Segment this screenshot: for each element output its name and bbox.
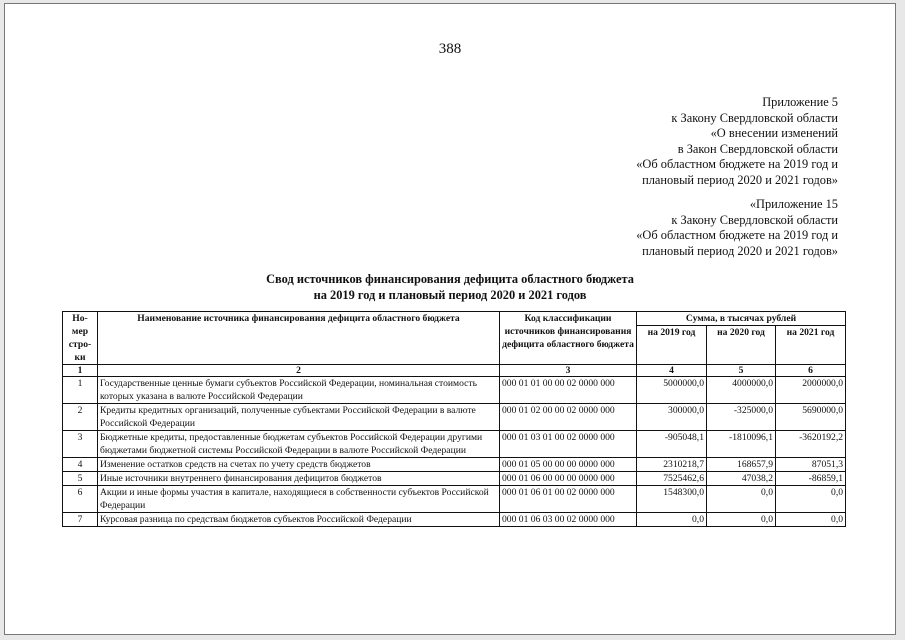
appendix-line: «О внесении изменений: [710, 126, 838, 141]
row-number: 3: [63, 431, 98, 458]
amount-2020: -325000,0: [707, 404, 776, 431]
row-number: 6: [63, 486, 98, 513]
header-source-name: Наименование источника финансирования дефицита областного бюджета: [98, 312, 500, 365]
header-2019: на 2019 год: [637, 326, 707, 365]
header-row-number: Но-мер стро-ки: [63, 312, 98, 365]
row-number: 5: [63, 472, 98, 486]
classification-code: 000 01 06 03 00 02 0000 000: [500, 513, 637, 527]
source-name: Иные источники внутреннего финансирования дефицитов бюджетов: [98, 472, 500, 486]
table-row: [63, 513, 846, 527]
column-index: 4: [637, 365, 707, 377]
amount-2019: 2310218,7: [637, 458, 707, 472]
amount-2021: 2000000,0: [776, 377, 846, 404]
deficit-sources-table: [62, 311, 846, 527]
amount-2021: 87051,3: [776, 458, 846, 472]
source-name: Курсовая разница по средствам бюджетов субъектов Российской Федерации: [98, 513, 500, 527]
appendix-header-15: [636, 197, 838, 259]
amount-2021: -3620192,2: [776, 431, 846, 458]
column-index: 1: [63, 365, 98, 377]
amount-2019: 1548300,0: [637, 486, 707, 513]
appendix-line: в Закон Свердловской области: [677, 141, 838, 156]
amount-2020: -1810096,1: [707, 431, 776, 458]
appendix-line: «Об областном бюджете на 2019 год и: [636, 157, 838, 172]
document-title: [5, 271, 895, 303]
title-line-2: на 2019 год и плановый период 2020 и 2021 годов: [313, 288, 587, 302]
header-classification-code: Код классификации источников финансирования дефицита областного бюджета: [500, 312, 637, 365]
amount-2021: 5690000,0: [776, 404, 846, 431]
amount-2020: 0,0: [707, 486, 776, 513]
amount-2019: 300000,0: [637, 404, 707, 431]
classification-code: 000 01 05 00 00 00 0000 000: [500, 458, 637, 472]
row-number: 7: [63, 513, 98, 527]
appendix-line: к Закону Свердловской области: [671, 110, 838, 125]
classification-code: 000 01 06 01 00 02 0000 000: [500, 486, 637, 513]
appendix-header-5: [636, 95, 838, 189]
table-row: [63, 404, 846, 431]
amount-2021: -86859,1: [776, 472, 846, 486]
table-row: [63, 431, 846, 458]
table-row: [63, 472, 846, 486]
column-index: 3: [500, 365, 637, 377]
row-number: 2: [63, 404, 98, 431]
source-name: Акции и иные формы участия в капитале, находящиеся в собственности субъектов Российской Федерации: [98, 486, 500, 513]
row-number: 4: [63, 458, 98, 472]
amount-2020: 0,0: [707, 513, 776, 527]
header-2020: на 2020 год: [707, 326, 776, 365]
amount-2021: 0,0: [776, 513, 846, 527]
source-name: Изменение остатков средств на счетах по учету средств бюджетов: [98, 458, 500, 472]
appendix-line: плановый период 2020 и 2021 годов»: [642, 172, 838, 187]
header-sum: Сумма, в тысячах рублей: [637, 312, 846, 326]
source-name: Кредиты кредитных организаций, полученные субъектами Российской Федерации в валюте Российской Федерации: [98, 404, 500, 431]
appendix-line: «Приложение 15: [749, 197, 838, 211]
classification-code: 000 01 01 00 00 02 0000 000: [500, 377, 637, 404]
amount-2020: 47038,2: [707, 472, 776, 486]
amount-2020: 168657,9: [707, 458, 776, 472]
appendix-line: Приложение 5: [762, 95, 838, 109]
appendix-line: «Об областном бюджете на 2019 год и: [636, 228, 838, 243]
source-name: Государственные ценные бумаги субъектов Российской Федерации, номинальная стоимость которых указана в валюте Российской Федерации: [98, 377, 500, 404]
table-row: [63, 377, 846, 404]
amount-2019: 5000000,0: [637, 377, 707, 404]
appendix-line: к Закону Свердловской области: [671, 212, 838, 227]
header-2021: на 2021 год: [776, 326, 846, 365]
appendix-line: плановый период 2020 и 2021 годов»: [642, 243, 838, 258]
column-index: 2: [98, 365, 500, 377]
column-index: 5: [707, 365, 776, 377]
source-name: Бюджетные кредиты, предоставленные бюджетам субъектов Российской Федерации другими бюджетами бюджетной системы Российской Федерации в валюте Российской Федерации: [98, 431, 500, 458]
classification-code: 000 01 03 01 00 02 0000 000: [500, 431, 637, 458]
classification-code: 000 01 06 00 00 00 0000 000: [500, 472, 637, 486]
amount-2019: 0,0: [637, 513, 707, 527]
amount-2019: 7525462,6: [637, 472, 707, 486]
table-row: [63, 458, 846, 472]
amount-2020: 4000000,0: [707, 377, 776, 404]
amount-2019: -905048,1: [637, 431, 707, 458]
document-page: [4, 3, 896, 635]
classification-code: 000 01 02 00 00 02 0000 000: [500, 404, 637, 431]
column-index: 6: [776, 365, 846, 377]
amount-2021: 0,0: [776, 486, 846, 513]
row-number: 1: [63, 377, 98, 404]
table-row: [63, 486, 846, 513]
page-number: 388: [438, 41, 462, 57]
title-line-1: Свод источников финансирования дефицита областного бюджета: [266, 272, 634, 286]
